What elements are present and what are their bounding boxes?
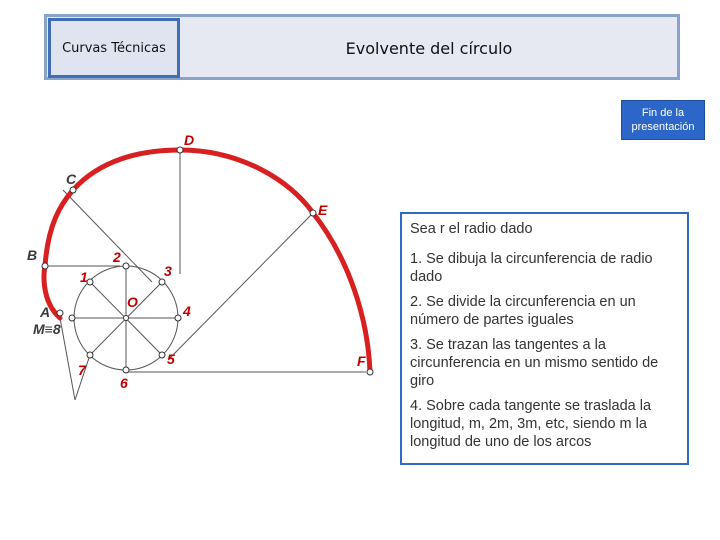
tab-label: Curvas Técnicas: [62, 40, 166, 56]
label-A: A: [40, 304, 51, 320]
description-step-3: 3. Se trazan las tangentes a la circunferencia en un mismo sentido de giro: [410, 337, 659, 389]
point-M8: [69, 315, 75, 321]
involute-curve: [44, 150, 370, 372]
point-F: [367, 369, 373, 375]
label-F: F: [357, 353, 366, 369]
label-E: E: [318, 202, 328, 218]
label-2: 2: [113, 249, 121, 265]
point-6: [123, 367, 129, 373]
point-1: [87, 279, 93, 285]
point-C: [70, 187, 76, 193]
end-button-line-1: Fin de la: [641, 107, 685, 119]
construction-lines: [43, 150, 366, 400]
slide-title-text: Evolvente del círculo: [345, 38, 513, 58]
tangent-line-4: [168, 213, 313, 360]
tangent-line-2: [63, 190, 152, 282]
description-box: [400, 212, 689, 465]
point-E: [310, 210, 316, 216]
point-B: [42, 263, 48, 269]
label-5: 5: [167, 351, 175, 367]
end-button-line-2: presentación: [631, 121, 695, 133]
point-2: [123, 263, 129, 269]
label-D: D: [184, 132, 195, 148]
label-3: 3: [164, 263, 172, 279]
description-step-4: 4. Sobre cada tangente se traslada la longitud, m, 2m, 3m, etc, siendo m la longitud de uno de los arcos: [410, 398, 652, 450]
label-C: C: [66, 171, 77, 187]
point-3: [159, 279, 165, 285]
tangent-line-7: [60, 318, 75, 400]
point-D: [177, 147, 183, 153]
description-intro: Sea r el radio dado: [410, 221, 533, 237]
label-6: 6: [120, 375, 128, 391]
description-step-1: 1. Se dibuja la circunferencia de radio dado: [410, 251, 653, 285]
label-1: 1: [80, 269, 88, 285]
label-4: 4: [183, 303, 191, 319]
label-7: 7: [78, 362, 86, 378]
label-B: B: [27, 247, 38, 263]
label-O: O: [127, 294, 138, 310]
point-A: [57, 310, 63, 316]
point-4: [175, 315, 181, 321]
construction-points: [42, 147, 373, 375]
label-M8: M≡8: [33, 321, 61, 337]
description-step-2: 2. Se divide la circunferencia en un número de partes iguales: [410, 294, 636, 328]
point-5: [159, 352, 165, 358]
point-7: [87, 352, 93, 358]
point-O: [124, 316, 129, 321]
